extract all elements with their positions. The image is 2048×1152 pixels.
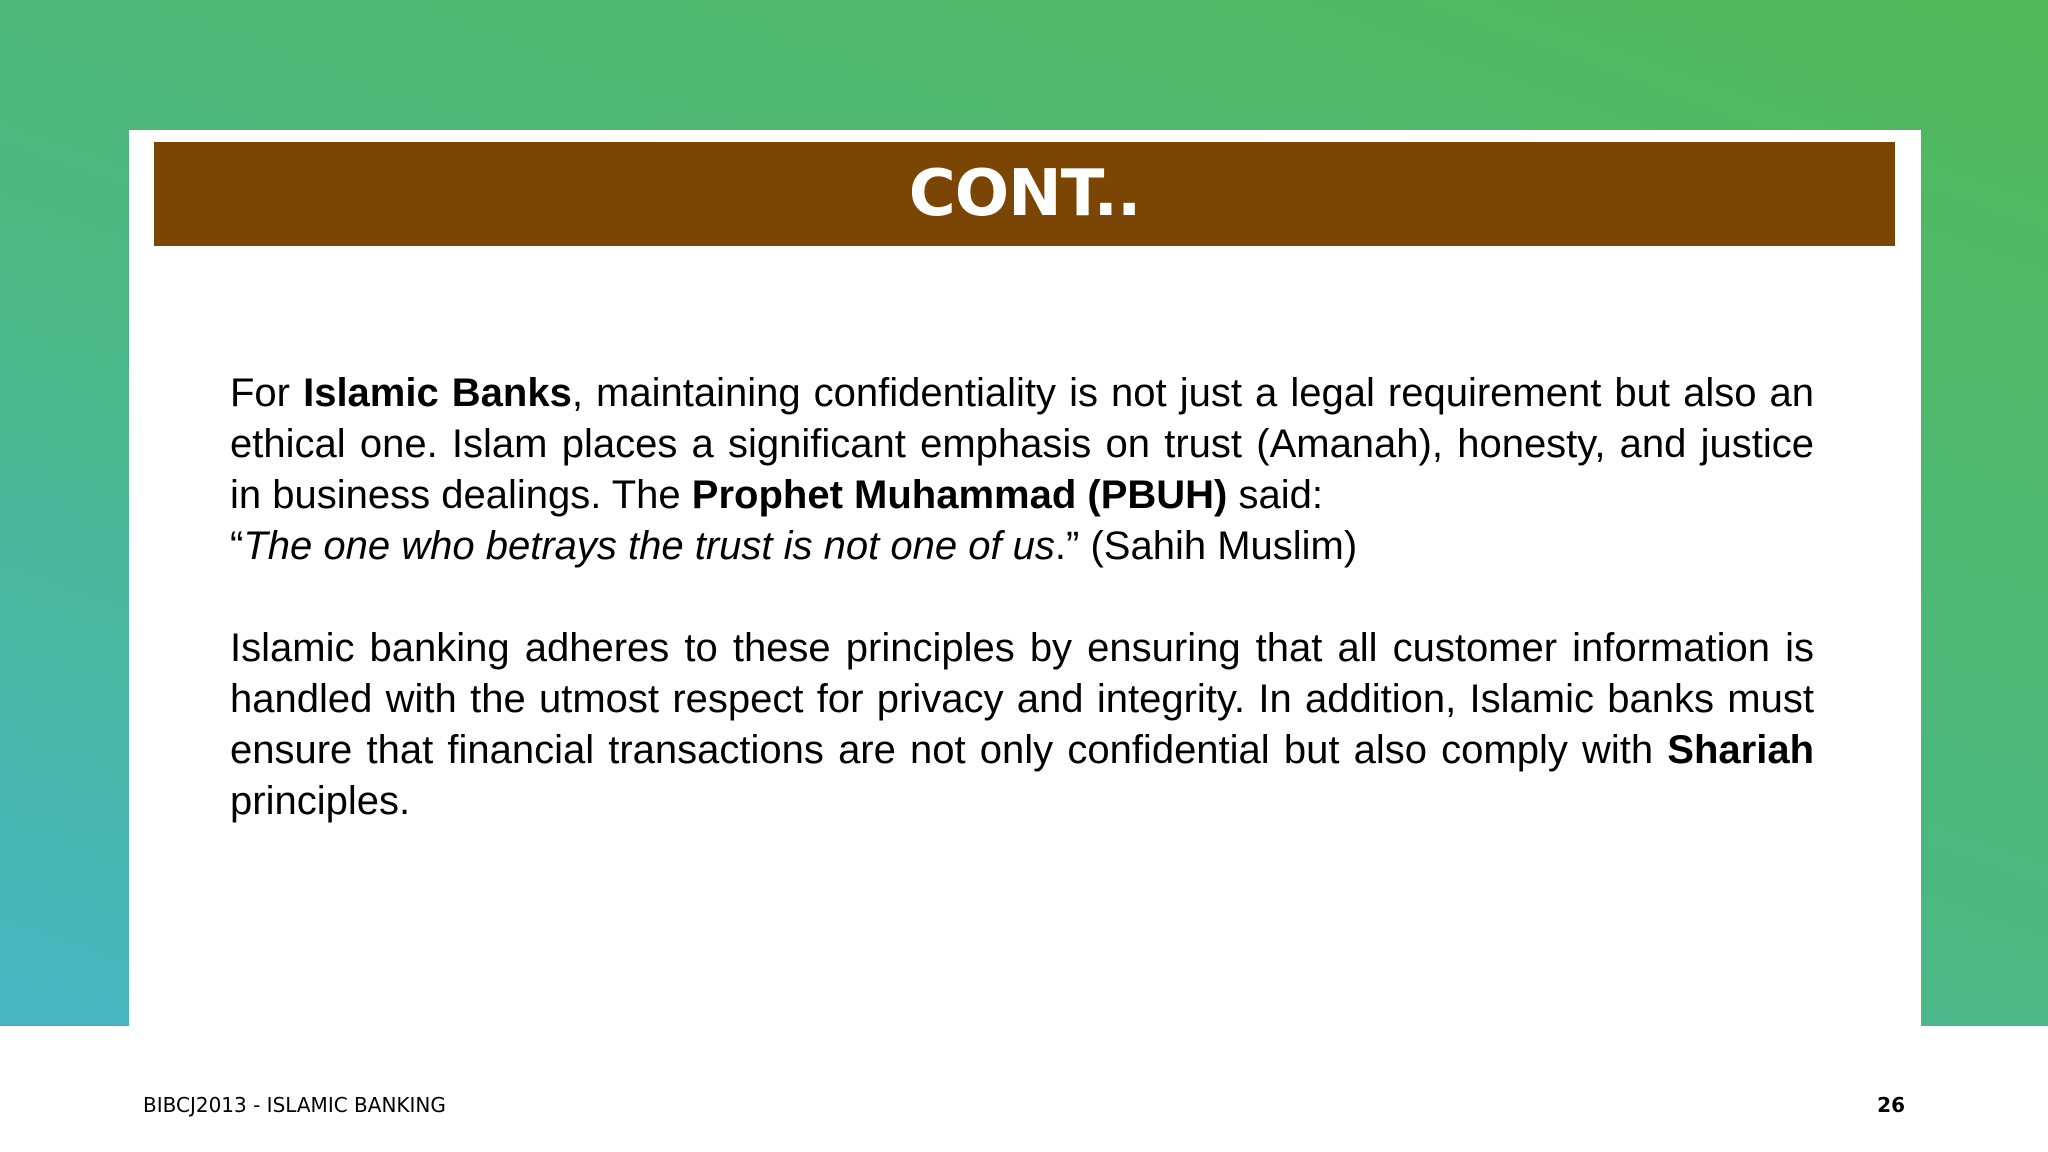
bold-prophet-muhammad: Prophet Muhammad (PBUH) xyxy=(691,473,1228,517)
text-run: said: xyxy=(1227,473,1323,517)
text-run: , maintaining confidentiality is not just a legal requirement but also an ethical one. Islam places a significant emphasis on trust (Amanah), honesty, and justice in business dealings. The xyxy=(230,371,1815,517)
footer-course-label: BIBCJ2013 - ISLAMIC BANKING xyxy=(143,1093,446,1117)
paragraph-principles xyxy=(230,623,1814,827)
quote-open: “ xyxy=(230,524,244,568)
bold-shariah: Shariah xyxy=(1667,728,1814,772)
slide-content xyxy=(230,368,1814,827)
paragraph-confidentiality xyxy=(230,368,1814,572)
text-run: For xyxy=(230,371,304,415)
text-run: Islamic banking adheres to these principles by ensuring that all customer information is handled with the utmost respect for privacy and integrity. In addition, Islamic banks must ensure that financial transactions are not only confidential but also comply with xyxy=(230,626,1814,772)
title-bar xyxy=(154,142,1895,246)
page-number: 26 xyxy=(1877,1093,1905,1117)
bold-islamic-banks: Islamic Banks xyxy=(303,371,572,415)
quote-italic-text: The one who betrays the trust is not one of us xyxy=(243,524,1055,568)
slide-card xyxy=(129,130,1921,1026)
text-run: principles. xyxy=(230,779,411,823)
quote-source: .” (Sahih Muslim) xyxy=(1054,524,1358,568)
hadith-quote xyxy=(230,521,1814,572)
slide-title: CONT.. xyxy=(908,157,1141,231)
